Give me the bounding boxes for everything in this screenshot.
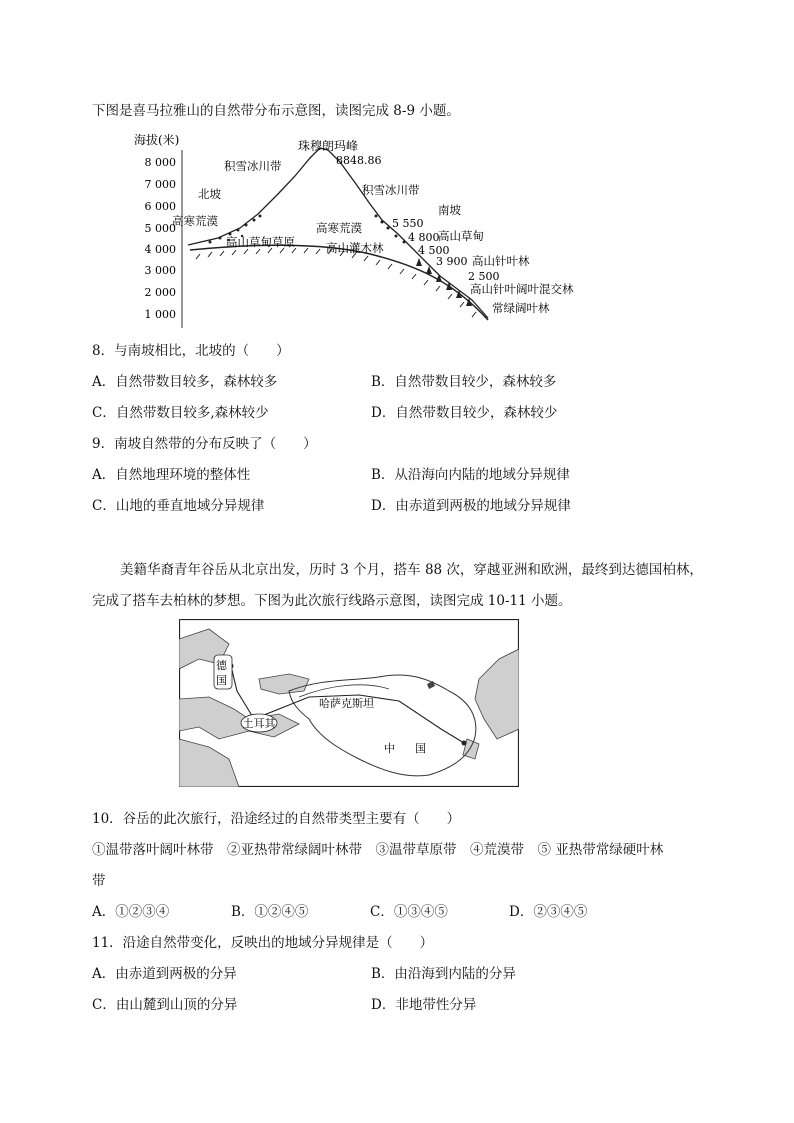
- q10-stem: 10．谷岳的此次旅行，沿途经过的自然带类型主要有（ ）: [92, 811, 461, 827]
- north-desert-label: 高寒荒漠: [172, 214, 218, 228]
- south-shrub-label: 高山灌木林: [326, 241, 384, 255]
- north-snow-label: 积雪冰川带: [224, 159, 282, 173]
- q10-option-a: A．①②③④: [92, 904, 170, 920]
- passage-line-2: 完成了搭车去柏林的梦想。下图为此次旅行线路示意图，读图完成 10-11 小题。: [92, 593, 572, 609]
- q8-option-c: C．自然带数目较多,森林较少: [92, 405, 269, 421]
- south-snow-label: 积雪冰川带: [362, 183, 420, 197]
- peak-name: 珠穆朗玛峰: [298, 139, 359, 153]
- q10-option-d: D．②③④⑤: [509, 904, 588, 920]
- peak-height: 8848.86: [336, 154, 382, 167]
- q10-option-b: B．①②④⑤: [231, 904, 309, 920]
- q9-option-a: A．自然地理环境的整体性: [92, 467, 251, 483]
- q10-option-c: C．①③④⑤: [370, 904, 448, 920]
- q11-stem: 11．沿途自然带变化，反映出的地域分异规律是（ ）: [92, 935, 434, 951]
- y-tick: 6 000: [144, 200, 176, 213]
- height-3900: 3 900: [436, 255, 468, 268]
- y-axis-title: 海拔(米): [134, 133, 180, 147]
- y-tick: 4 000: [144, 243, 176, 256]
- south-meadow-label: 高山草甸: [438, 229, 484, 243]
- germany-label-char-1: 德: [216, 659, 227, 672]
- height-5550: 5 550: [392, 217, 424, 230]
- q8-option-a: A．自然带数目较多，森林较多: [92, 374, 278, 390]
- q11-option-a: A．由赤道到两极的分异: [92, 966, 237, 982]
- q10-items-line-2: 带: [92, 873, 106, 889]
- south-desert-label: 高寒荒漠: [316, 221, 362, 235]
- q11-option-c: C．由山麓到山顶的分异: [92, 997, 238, 1013]
- q10-items-line-1: ①温带落叶阔叶林带 ②亚热带常绿阔叶林带 ③温带草原带 ④荒漠带 ⑤ 亚热带常绿硬叶林: [92, 842, 664, 858]
- height-4500: 4 500: [418, 244, 450, 257]
- q8-9-intro: 下图是喜马拉雅山的自然带分布示意图，读图完成 8-9 小题。: [92, 103, 460, 119]
- south-evergreen-label: 常绿阔叶林: [492, 301, 550, 315]
- q9-option-d: D．由赤道到两极的地域分异规律: [371, 498, 571, 514]
- y-tick: 7 000: [144, 178, 176, 191]
- himalaya-natural-belt-diagram: [120, 128, 600, 333]
- y-tick: 5 000: [144, 222, 176, 235]
- south-conifer-label: 高山针叶林: [472, 254, 530, 268]
- q8-stem: 8．与南坡相比，北坡的（ ）: [92, 343, 290, 359]
- turkey-label: 土耳其: [242, 717, 276, 730]
- travel-route-map: [179, 619, 519, 787]
- height-2500: 2 500: [468, 270, 500, 283]
- ground-hatching: [196, 248, 476, 317]
- q11-option-d: D．非地带性分异: [371, 997, 477, 1013]
- germany-label-char-2: 国: [216, 674, 227, 687]
- y-tick: 2 000: [144, 286, 176, 299]
- q9-option-c: C．山地的垂直地域分异规律: [92, 498, 265, 514]
- y-tick: 3 000: [144, 264, 176, 277]
- north-meadow-label: 高山草甸草原: [226, 235, 295, 249]
- q9-stem: 9．南坡自然带的分布反映了（ ）: [92, 436, 317, 452]
- south-mixed-label: 高山针叶阔叶混交林: [470, 282, 574, 296]
- china-label: 中国: [384, 742, 446, 755]
- height-4800: 4 800: [408, 231, 440, 244]
- y-tick: 1 000: [144, 308, 176, 321]
- y-tick: 8 000: [144, 156, 176, 169]
- y-ticks: [145, 156, 177, 321]
- passage-line-1: 美籍华裔青年谷岳从北京出发，历时 3 个月，搭车 88 次，穿越亚洲和欧洲，最终到达德国柏林，: [120, 562, 703, 578]
- north-slope-label: 北坡: [198, 187, 221, 201]
- south-slope-label: 南坡: [438, 203, 461, 217]
- q8-option-d: D．自然带数目较少，森林较少: [371, 405, 558, 421]
- germany-label: 德国: [179, 619, 181, 620]
- kazakhstan-label: 哈萨克斯坦: [319, 697, 374, 710]
- q11-option-b: B．由沿海到内陆的分异: [371, 966, 516, 982]
- q8-option-b: B．自然带数目较少，森林较多: [371, 374, 557, 390]
- q9-option-b: B．从沿海向内陆的地域分异规律: [371, 467, 570, 483]
- beijing-point: [462, 741, 467, 746]
